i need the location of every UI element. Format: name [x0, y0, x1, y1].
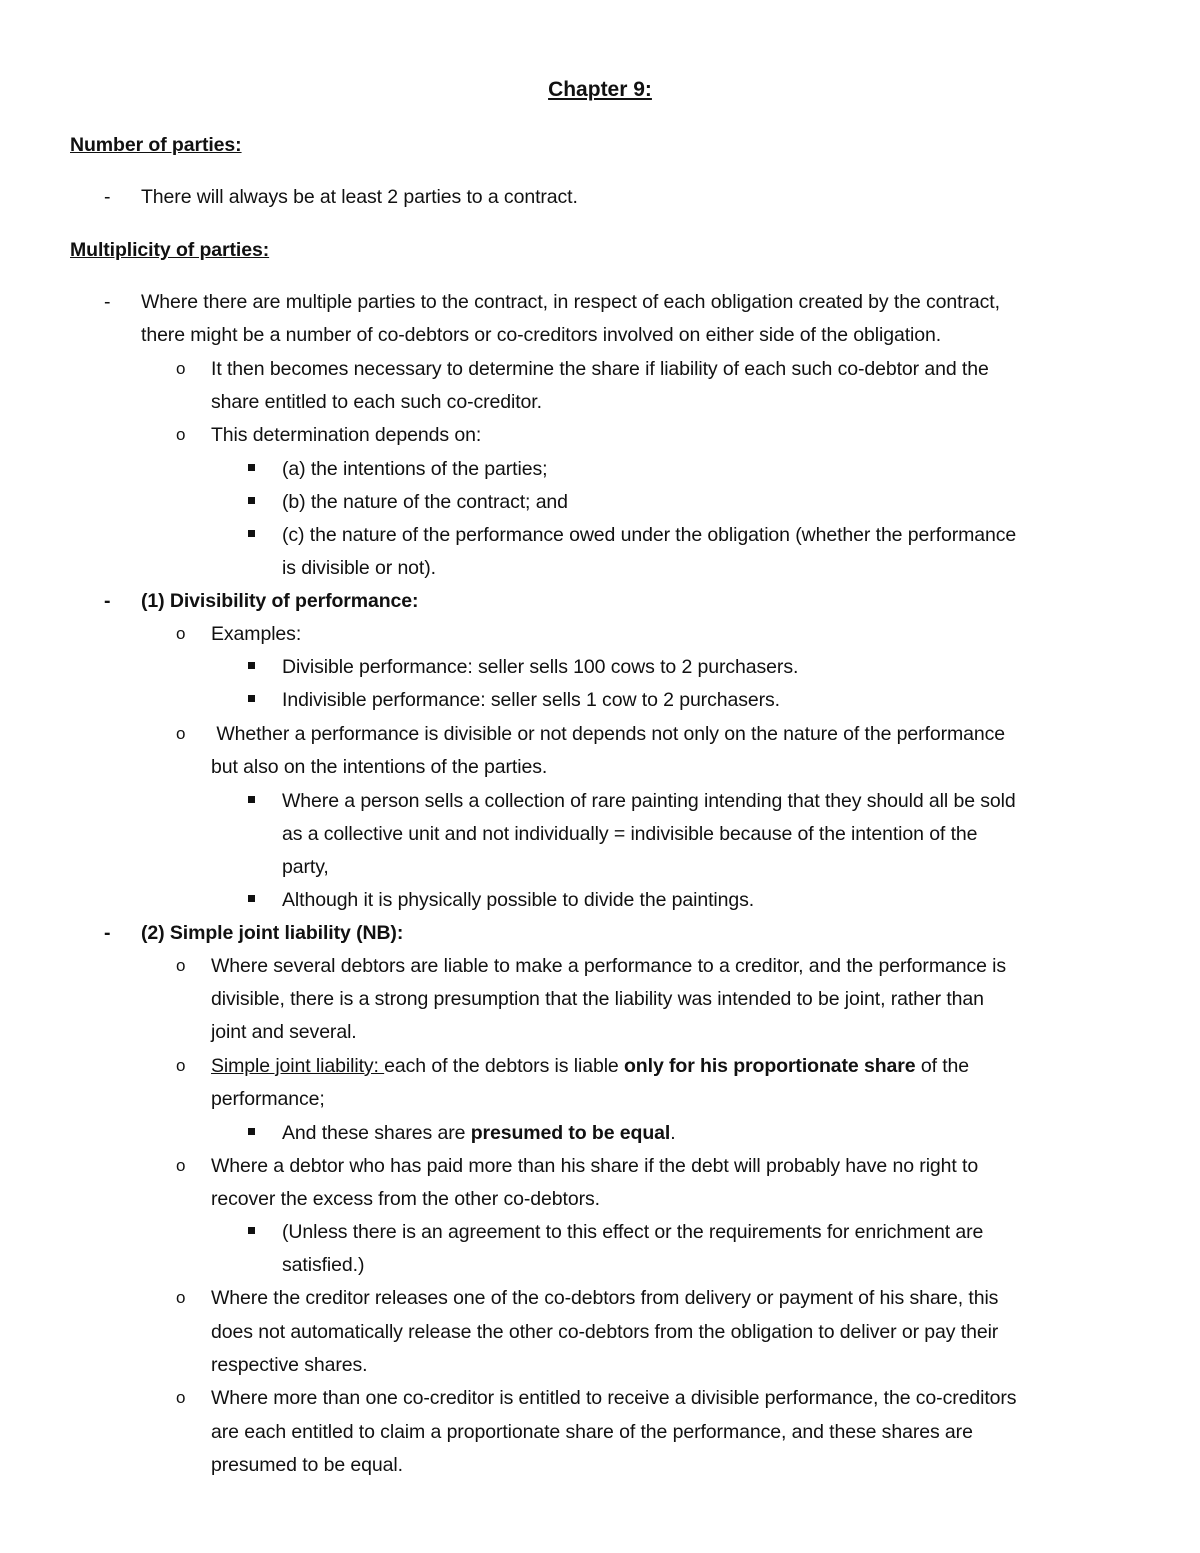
text-span: And these shares are — [282, 1122, 471, 1144]
circle-bullet: o — [176, 624, 186, 643]
sub-bullet-text: Where several debtors are liable to make a performance to a creditor, and the performance is — [211, 955, 1007, 977]
sub-bullet-text: divisible, there is a strong presumption that the liability was intended to be joint, rather than — [211, 988, 984, 1010]
sub-bullet-text: Where a debtor who has paid more than his share if the debt will probably have no right to — [211, 1155, 979, 1177]
sub-bullet-text: presumed to be equal. — [211, 1454, 403, 1476]
square-bullet-icon — [248, 1128, 255, 1135]
sub-sub-bullet-text: (b) the nature of the contract; and — [282, 491, 568, 513]
bullet-text: Where there are multiple parties to the contract, in respect of each obligation created by the contract, — [141, 291, 1000, 313]
bullet-text: there might be a number of co-debtors or co-creditors involved on either side of the obligation. — [141, 324, 942, 346]
dash-bullet: - — [104, 922, 111, 944]
sub-bullet-text: joint and several. — [211, 1021, 357, 1043]
sub-sub-bullet-text: Although it is physically possible to divide the paintings. — [282, 889, 755, 911]
definition-text-end: of the — [915, 1055, 970, 1077]
sub-bullet-text: respective shares. — [211, 1354, 368, 1376]
sub-bullet-text: Where more than one co-creditor is entitled to receive a divisible performance, the co-creditors — [211, 1387, 1017, 1409]
square-bullet-icon — [248, 662, 255, 669]
defined-term: Simple joint liability: — [211, 1055, 385, 1077]
circle-bullet: o — [176, 1288, 186, 1307]
sub-sub-bullet-text: Divisible performance: seller sells 100 cows to 2 purchasers. — [282, 656, 799, 678]
section-heading-number-of-parties: Number of parties: — [70, 134, 242, 156]
bullet-heading-divisibility: (1) Divisibility of performance: — [141, 590, 419, 612]
sub-bullet-text: Examples: — [211, 623, 302, 645]
sub-sub-bullet-text: satisfied.) — [282, 1254, 365, 1276]
sub-bullet-text: does not automatically release the other co-debtors from the obligation to deliver or pay their — [211, 1321, 999, 1343]
bullet-heading-simple-joint-liability: (2) Simple joint liability (NB): — [141, 922, 404, 944]
circle-bullet: o — [176, 956, 186, 975]
sub-bullet-text: share entitled to each such co-creditor. — [211, 391, 542, 413]
sub-sub-bullet-text: Indivisible performance: seller sells 1 cow to 2 purchasers. — [282, 689, 780, 711]
sub-bullet-text: This determination depends on: — [211, 424, 482, 446]
sub-bullet-text: performance; — [211, 1088, 325, 1110]
sub-bullet-text: It then becomes necessary to determine the share if liability of each such co-debtor and the — [211, 358, 989, 380]
circle-bullet: o — [176, 1156, 186, 1175]
definition-emphasis: only for his proportionate share — [624, 1055, 916, 1077]
circle-bullet: o — [176, 425, 186, 444]
sub-sub-bullet-text: Where a person sells a collection of rare painting intending that they should all be sold — [282, 790, 1016, 812]
square-bullet-icon — [248, 530, 255, 537]
square-bullet-icon — [248, 1227, 255, 1234]
sub-sub-bullet-text: as a collective unit and not individually = indivisible because of the intention of the — [282, 823, 978, 845]
emphasis-span: presumed to be equal — [470, 1122, 671, 1144]
sub-sub-bullet-text: is divisible or not). — [282, 557, 436, 579]
circle-bullet: o — [176, 359, 186, 378]
page-title: Chapter 9: — [548, 78, 652, 101]
sub-bullet-text: are each entitled to claim a proportionate share of the performance, and these shares are — [211, 1421, 973, 1443]
dash-bullet: - — [104, 186, 111, 208]
sub-sub-bullet-text: (Unless there is an agreement to this effect or the requirements for enrichment are — [282, 1221, 984, 1243]
sub-bullet-text: but also on the intentions of the parties. — [211, 756, 548, 778]
sub-bullet-text: recover the excess from the other co-debtors. — [211, 1188, 600, 1210]
square-bullet-icon — [248, 464, 255, 471]
definition-text: each of the debtors is liable — [384, 1055, 624, 1077]
section-heading-multiplicity: Multiplicity of parties: — [70, 239, 270, 261]
sub-sub-bullet-text — [282, 1120, 676, 1146]
sub-bullet-text: Whether a performance is divisible or not depends not only on the nature of the performance — [211, 723, 1006, 745]
square-bullet-icon — [248, 695, 255, 702]
circle-bullet: o — [176, 724, 186, 743]
text-span: . — [670, 1122, 676, 1144]
sub-bullet-text: Where the creditor releases one of the co-debtors from delivery or payment of his share, this — [211, 1287, 999, 1309]
bullet-text: There will always be at least 2 parties to a contract. — [141, 186, 578, 208]
sub-sub-bullet-text: party, — [282, 856, 329, 878]
square-bullet-icon — [248, 895, 255, 902]
circle-bullet: o — [176, 1056, 186, 1075]
sub-sub-bullet-text: (c) the nature of the performance owed under the obligation (whether the performance — [282, 524, 1017, 546]
dash-bullet: - — [104, 291, 111, 313]
dash-bullet: - — [104, 590, 111, 612]
circle-bullet: o — [176, 1388, 186, 1407]
square-bullet-icon — [248, 796, 255, 803]
square-bullet-icon — [248, 497, 255, 504]
sub-bullet-text-definition — [211, 1053, 969, 1079]
sub-sub-bullet-text: (a) the intentions of the parties; — [282, 458, 548, 480]
